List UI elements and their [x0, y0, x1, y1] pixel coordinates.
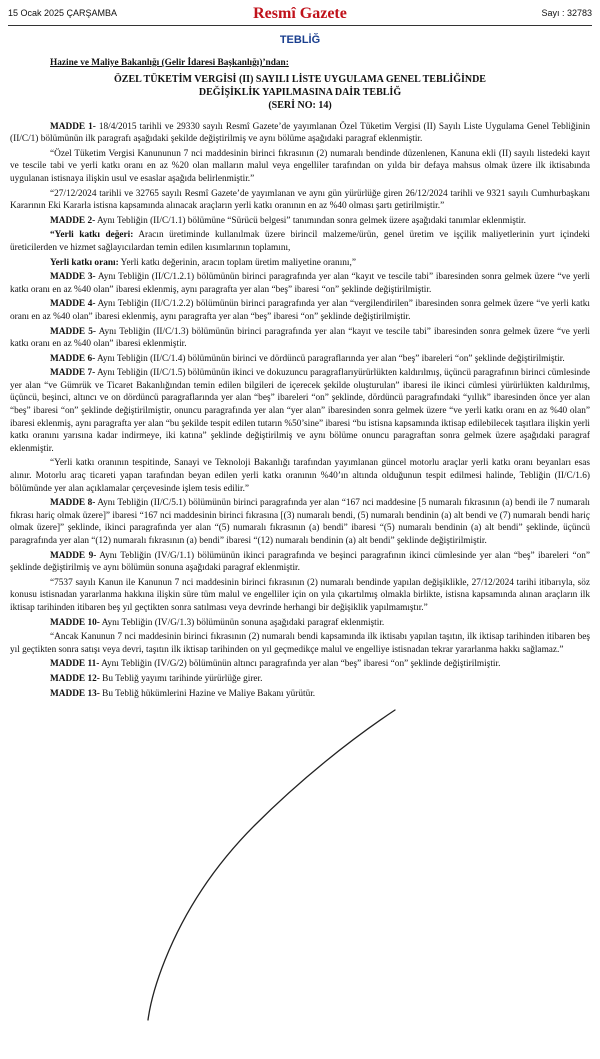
page-header	[8, 4, 592, 26]
article-text: Aynı Tebliğin (IV/G/1.1) bölümünün ikinci paragrafında ve beşinci paragrafının ikinci cümlesinde yer alan “beş” ibareleri “on” şeklinde değiştirilmiş ve aynı bölümün sonuna aşağıdaki paragraf eklenmiştir.	[10, 550, 590, 574]
article-paragraph	[10, 688, 590, 701]
article-paragraph	[10, 577, 590, 615]
article-heading: MADDE 4-	[50, 299, 96, 310]
article-paragraph	[10, 550, 590, 575]
article-heading: MADDE 6-	[50, 353, 96, 364]
article-text: Aynı Tebliğin (IV/G/1.3) bölümünün sonuna aşağıdaki paragraf eklenmiştir.	[99, 617, 385, 628]
article-heading: MADDE 9-	[50, 550, 97, 561]
article-text: “27/12/2024 tarihli ve 32765 sayılı Resmî Gazete’de yayımlanan ve aynı gün yürürlüğe giren 26/12/2024 tarihli ve 9321 sayılı Cumhurbaşkanı Kararının Eki Kararla istisna kapsamında alınacak araçların yerli katkı oranının en az %40 olması şartı getirilmiştir.”	[10, 188, 590, 212]
article-text: “Yerli katkı oranının tespitinde, Sanayi ve Teknoloji Bakanlığı tarafından yayımlanan güncel motorlu araçlar yerli katkı oranı beyanları esas alınır. Motorlu araç ticareti yapan tarafından beyan edilen yerli katkı oranının %40’ın altında olduğunun tespit edilmesi halinde, Tebliğin (II/C/1.6) bölümünde yer alan açıklamalar çerçevesinde işlem tesis edilir.”	[10, 458, 590, 494]
article-text: Aynı Tebliğin (II/C/1.1) bölümüne “Sürücü belgesi” tanımından sonra gelmek üzere aşağıdaki tanımlar eklenmiştir.	[95, 215, 526, 226]
article-paragraph	[10, 353, 590, 366]
article-text: Aynı Tebliğin (II/C/1.4) bölümünün birinci ve dördüncü paragraflarında yer alan “beş” ibareleri “on” şeklinde değiştirilmiştir.	[95, 353, 565, 364]
article-paragraph	[10, 215, 590, 228]
document-title-line-1: ÖZEL TÜKETİM VERGİSİ (II) SAYILI LİSTE UYGULAMA GENEL TEBLİĞİNDE	[114, 73, 486, 85]
article-text: 18/4/2015 tarihli ve 29330 sayılı Resmî Gazete’de yayımlanan Özel Tüketim Vergisi (II) Sayılı Liste Uygulama Genel Tebliğinin (II/C/1) bölümünün ilk paragrafı aşağıdaki şekilde değiştirilmiş ve aynı bölüme aşağıdaki paragraf eklenmiştir.	[10, 121, 590, 145]
article-heading: MADDE 11-	[50, 659, 100, 670]
article-paragraph	[10, 617, 590, 630]
article-text: Yerli katkı değerinin, aracın toplam üretim maliyetine oranını,”	[118, 257, 356, 268]
document-title-line-2: DEĞİŞİKLİK YAPILMASINA DAİR TEBLİĞ	[198, 86, 402, 98]
article-heading: MADDE 7-	[50, 368, 96, 379]
article-text: “Özel Tüketim Vergisi Kanununun 7 nci maddesinin birinci fıkrasının (2) numaralı bendinde düzenlenen, Kanuna ekli (II) sayılı listedeki kayıt ve tescile tabi ve yerli katkı oranı en az %20 olan malların malul veya engelliler tarafından on yılda bir defaya mahsus olmak üzere ilk iktisabında uygulanan istisnaya ilişkin usul ve esaslar aşağıda belirlenmiştir.”	[10, 148, 590, 184]
article-heading: MADDE 10-	[50, 617, 100, 628]
article-text: Aynı Tebliğin (IV/G/2) bölümünün altıncı paragrafında yer alan “beş” ibaresi “on” şeklinde değiştirilmiştir.	[99, 659, 501, 670]
article-text: Aynı Tebliğin (II/C/1.3) bölümünün birinci paragrafında yer alan “kayıt ve tescile tabi” ibaresinden sonra gelmek üzere “ve yerli katkı oranı en az %40 olan” ibaresi eklenmiştir.	[10, 326, 590, 350]
article-text: “Ancak Kanunun 7 nci maddesinin birinci fıkrasının (2) numaralı bendi kapsamında ilk iktisabı yapılan taşıtın, ilk iktisap tarihinden itibaren beş yıl geçtikten sonra satışı veya devri, taşıtın ilk iktisap tarihinden on yıl geçmedikçe malul ve engelliye istisnadan tekrar yararlanma hakkı sağlamaz.”	[10, 632, 590, 655]
article-heading: MADDE 3-	[50, 272, 96, 283]
section-label: TEBLİĞ	[279, 34, 321, 46]
article-heading: “Yerli katkı değeri:	[50, 230, 134, 241]
header-issue-number: Sayı : 32783	[541, 8, 592, 18]
article-heading: MADDE 8-	[50, 498, 96, 509]
article-paragraph	[10, 658, 590, 671]
masthead-title: Resmî Gazete	[253, 5, 347, 22]
issuing-institution: Hazine ve Maliye Bakanlığı (Gelir İdaresi Başkanlığı)’ndan:	[50, 58, 289, 68]
article-paragraph	[10, 673, 590, 686]
article-paragraph	[10, 631, 590, 656]
article-heading: MADDE 13-	[50, 688, 100, 699]
article-heading: MADDE 2-	[50, 215, 96, 226]
article-text: Aynı Tebliğin (II/C/5.1) bölümünün birinci paragrafında yer alan “167 nci maddesine [5 numaralı fıkrasının (a) bendi ile 7 numaralı fıkrası hariç olmak üzere]” ibaresi “167 nci maddesinin birinci fıkrasına [(3) numaralı bendi, (5) numaralı bendinin (a) alt bendi ve (7) numaralı bendi hariç olmak üzere]” şeklinde, ikinci paragrafında yer alan “(5) numaralı fıkrasının (a) bendi” ibaresi “(5) numaralı bendinin (a) alt bendi” şeklinde, üçüncü paragrafında yer alan “(12) numaralı fıkrasının (a) bendi” ibaresi “(12) numaralı bendinin (a) alt bendi” şeklinde değiştirilmiştir.	[10, 498, 591, 546]
article-paragraph	[10, 457, 590, 495]
article-paragraph	[10, 271, 590, 296]
article-text: Aynı Tebliğin (II/C/1.2.1) bölümünün birinci paragrafında yer alan “kayıt ve tescile tabi” ibaresinden sonra gelmek üzere “ve yerli katkı oranı en az %40 olan” ibaresi eklenmiş, aynı paragrafta yer alan “beş” ibaresi “on” şeklinde değiştirilmiştir.	[10, 272, 591, 295]
article-paragraph	[10, 257, 590, 270]
article-heading: Yerli katkı oranı:	[50, 257, 119, 268]
article-text: Bu Tebliğ yayımı tarihinde yürürlüğe girer.	[99, 673, 263, 684]
article-text: Bu Tebliğ hükümlerini Hazine ve Maliye Bakanı yürütür.	[99, 688, 316, 699]
article-heading: MADDE 5-	[50, 326, 96, 337]
header-divider	[8, 25, 592, 26]
header-date: 15 Ocak 2025 ÇARŞAMBA	[8, 8, 118, 18]
document-body	[10, 57, 590, 702]
article-text: Aynı Tebliğin (II/C/1.5) bölümünün ikinci ve dokuzuncu paragraflarıyürürlükten kaldırılmış, üçüncü paragrafının birinci cümlesinde yer alan “ve Gümrük ve Ticaret Bakanlığından temin edilen bilgileri de içerecek şekilde oluşturulan” ibaresi ile ikinci cümlesi yürürlükten kaldırılmış, üçüncü, beşinci, altıncı ve on dördüncü paragraflarında yer alan “beş” ibareleri “on” şeklinde, dördüncü paragrafındaki “yıllık” ibaresinden önce yer alan “beş” ibaresi “on” şeklinde değiştirilmiştir, onuncu paragrafında yer alan “yer alan” ibaresinden sonra gelmek üzere “ve yerli katkı oranı en az %40 olan” ibaresi eklenmiş, aynı paragrafta yer alan “bu şekilde tespit edilen tutarın %50’sine” ibaresi “bu istisna kapsamında iktisap edilebilecek taşıtlara ilişkin yerli katkı oranını yarısına kadar indirmeye, iki katına” şeklinde değiştirilmiş ve aynı bölüme onuncu paragraftan sonra gelmek üzere aşağıdaki paragraf eklenmiştir.	[10, 368, 590, 454]
article-paragraph	[10, 148, 590, 186]
document-series-number: (SERİ NO: 14)	[268, 99, 332, 111]
article-heading: MADDE 1-	[50, 121, 96, 132]
article-paragraph	[10, 298, 590, 323]
article-paragraph	[10, 188, 590, 213]
article-paragraph	[10, 367, 590, 455]
article-text: Aynı Tebliğin (II/C/1.2.2) bölümünün birinci paragrafında yer alan “vergilendirilen” ibaresinden sonra gelmek üzere “ve yerli katkı oranı en az %40 olan” ibaresi eklenmiş, aynı paragrafta yer alan “beş” ibaresi “on” şeklinde değiştirilmiştir.	[10, 299, 590, 322]
article-text: Aracın üretiminde kullanılmak üzere birincil malzeme/ürün, genel üretim ve işçilik maliyetlerinin yurt içindeki üreticilerden ve hizmet sağlayıcılardan temin edilen kısımlarının toplamını,	[10, 230, 590, 253]
article-paragraph	[10, 497, 590, 547]
article-paragraph	[10, 326, 590, 351]
article-paragraph	[10, 121, 590, 146]
article-heading: MADDE 12-	[50, 673, 100, 684]
article-text: “7537 sayılı Kanun ile Kanunun 7 nci maddesinin birinci fıkrasının (2) numaralı bendinde yapılan değişiklikle, 27/12/2024 tarihi itibarıyla, söz konusu istisnadan yararlanma hakkına ilişkin süre tüm malul ve engelliler için on yıla çıkartılmış olmakla birlikte, istisna kapsamında alınan araçların ilk iktisap tarihinden itibaren beş yıl geçtikten sonra satılması veya devrinde herhangi bir değişiklik yapılmamıştır.”	[10, 577, 590, 613]
article-list	[10, 121, 590, 701]
article-paragraph	[10, 229, 590, 254]
